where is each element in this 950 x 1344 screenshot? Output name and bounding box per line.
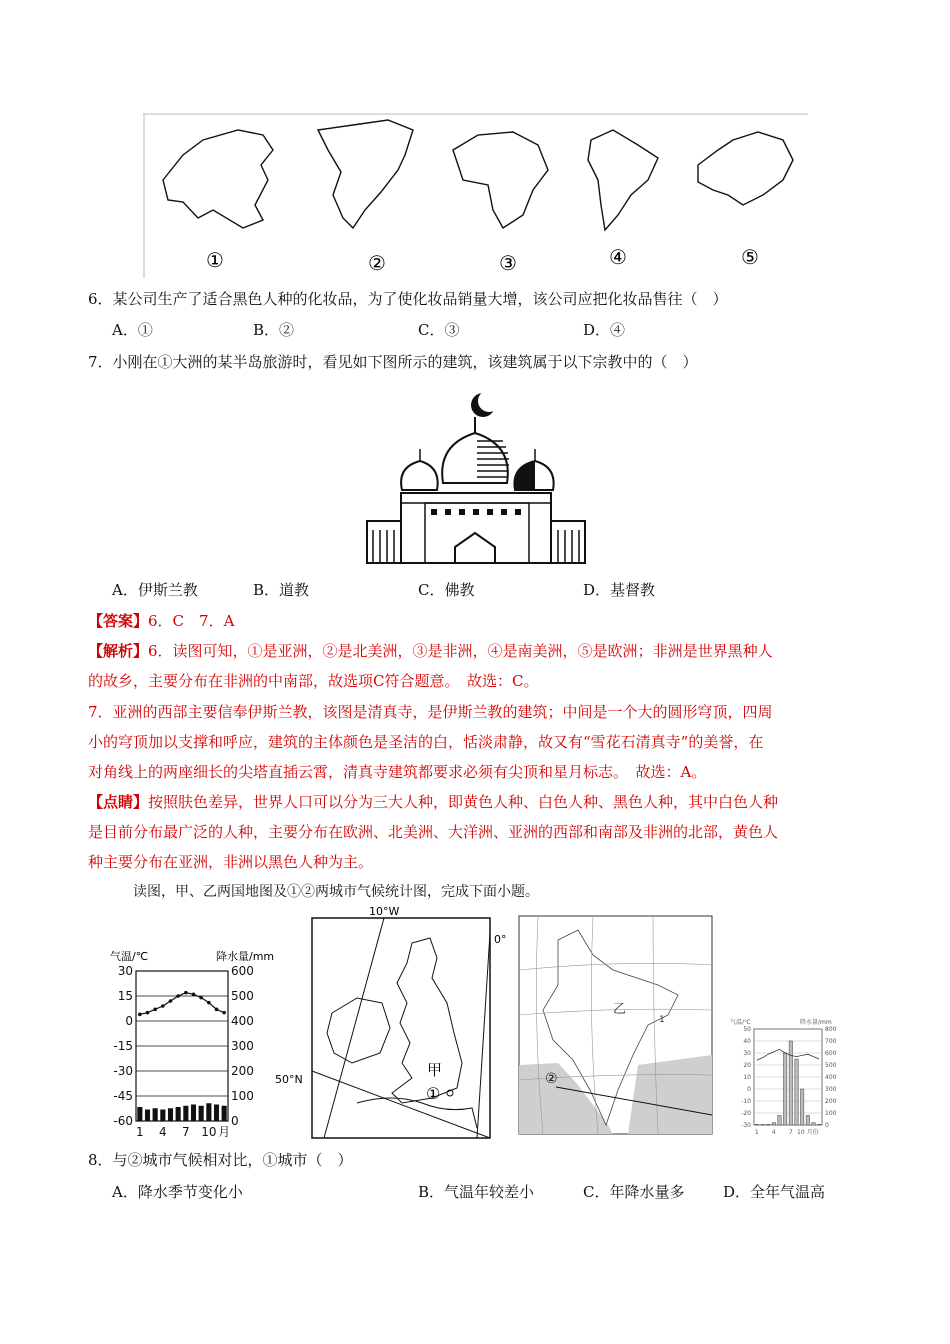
right-tick-label: 100: [825, 1110, 837, 1117]
precipitation-bar: [755, 1124, 758, 1125]
precipitation-bar: [761, 1124, 764, 1125]
comment-line-3: 种主要分布在亚洲，非洲以黑色人种为主。: [88, 853, 374, 871]
x-tick-label: 1: [754, 1129, 759, 1136]
mosque-illustration: [365, 385, 587, 563]
q8-stem: 8．与②城市气候相对比，①城市（ ）: [88, 1151, 353, 1169]
x-tick-label: 月: [218, 1125, 231, 1139]
x-tick-label: 10 月份: [797, 1129, 819, 1136]
x-tick-label: 7: [788, 1129, 793, 1136]
precipitation-bar: [214, 1105, 219, 1121]
precipitation-bar: [817, 1124, 820, 1125]
country-yi-label: 乙: [613, 1002, 627, 1017]
precipitation-bar: [153, 1109, 158, 1122]
analysis-line-3: 7．亚洲的西部主要信奉伊斯兰教，该图是清真寺，是伊斯兰教的建筑；中间是一个大的圆形穹顶，四周: [88, 703, 773, 721]
climate-chart-2: [728, 1015, 848, 1140]
temperature-point: [169, 999, 173, 1003]
intro-text: 读图，甲、乙两国地图及①②两城市气候统计图，完成下面小题。: [133, 884, 539, 900]
temperature-point: [146, 1011, 150, 1015]
q6-option-a[interactable]: A．①: [112, 321, 153, 339]
q7-stem: 7．小刚在①大洲的某半岛旅游时，看见如下图所示的建筑，该建筑属于以下宗教中的（ ）: [88, 353, 698, 371]
left-tick-label: 10: [743, 1074, 751, 1081]
x-tick-label: 4: [159, 1125, 167, 1139]
x-tick-label: 10: [201, 1125, 217, 1139]
continents-figure: [143, 110, 808, 278]
precipitation-bar: [138, 1107, 143, 1121]
right-tick-label: 400: [825, 1074, 837, 1081]
q6-option-c[interactable]: C．③: [418, 321, 460, 339]
right-tick-label: 600: [825, 1050, 837, 1057]
precipitation-bar: [795, 1059, 798, 1125]
left-tick-label: 40: [743, 1038, 751, 1045]
right-tick-label: 300: [825, 1086, 837, 1093]
precipitation-bar: [191, 1105, 196, 1121]
comment-text-1: 按照肤色差异，世界人口可以分为三大人种，即黄色人种、白色人种、黑色人种，其中白色人种: [148, 793, 779, 811]
precipitation-bar: [161, 1110, 166, 1121]
temperature-point: [215, 1008, 219, 1012]
north-america-outline: [318, 120, 413, 228]
left-tick-label: 30: [743, 1050, 751, 1057]
right-tick-label: 500: [231, 989, 254, 1003]
comment-tag: 【点睛】: [88, 793, 149, 811]
precipitation-bar: [766, 1124, 769, 1125]
q8-option-d[interactable]: D．全年气温高: [723, 1183, 826, 1201]
analysis-line-1: [88, 641, 773, 661]
label-2: ②: [368, 251, 386, 275]
q8-option-c[interactable]: C．年降水量多: [583, 1183, 685, 1201]
q7-option-d[interactable]: D．基督教: [583, 581, 656, 599]
precipitation-bar: [145, 1110, 150, 1121]
left-tick-label: -10: [741, 1098, 751, 1105]
left-tick-label: -60: [113, 1114, 133, 1128]
left-tick-label: 20: [743, 1062, 751, 1069]
right-tick-label: 100: [231, 1089, 254, 1103]
right-tick-label: 800: [825, 1026, 837, 1033]
asia-outline: [163, 130, 273, 228]
precipitation-bar: [207, 1104, 212, 1122]
right-tick-label: 200: [231, 1064, 254, 1078]
marker-1-label: 1: [659, 1015, 665, 1025]
right-tick-label: 500: [825, 1062, 837, 1069]
left-tick-label: 50: [743, 1026, 751, 1033]
uk-map: [272, 903, 507, 1143]
ireland-outline: [327, 998, 390, 1063]
q6-option-b[interactable]: B．②: [253, 321, 295, 339]
city-1-label: ①: [426, 1084, 441, 1103]
right-tick-label: 300: [231, 1039, 254, 1053]
q8-option-b[interactable]: B．气温年较差小: [418, 1183, 535, 1201]
precipitation-bar: [184, 1106, 189, 1121]
chart1-left-title: 气温/℃: [110, 950, 149, 963]
left-tick-label: 0: [125, 1014, 133, 1028]
city-2-label: ②: [545, 1071, 558, 1087]
precipitation-bar: [772, 1123, 775, 1125]
precipitation-bar: [789, 1041, 792, 1125]
label-4: ④: [609, 245, 627, 269]
left-tick-label: -30: [741, 1122, 751, 1129]
temperature-point: [222, 1011, 226, 1015]
right-tick-label: 600: [231, 964, 254, 978]
temperature-point: [138, 1013, 142, 1017]
chart2-temperature-line: [757, 1049, 819, 1060]
q6-stem: 6．某公司生产了适合黑色人种的化妆品，为了使化妆品销量大增，该公司应把化妆品售往（ ）: [88, 290, 728, 308]
left-tick-label: -15: [113, 1039, 133, 1053]
left-tick-label: 30: [117, 964, 133, 978]
chart2-left-title: 气温/℃: [730, 1019, 751, 1026]
q7-option-b[interactable]: B．道教: [253, 581, 310, 599]
temperature-point: [161, 1004, 165, 1008]
left-tick-label: 0: [747, 1086, 751, 1093]
precipitation-bar: [778, 1115, 781, 1125]
right-tick-label: 400: [231, 1014, 254, 1028]
lat-50n-label: 50°N: [275, 1073, 303, 1086]
q8-option-a[interactable]: A．降水季节变化小: [112, 1183, 243, 1201]
country-jia-label: 甲: [427, 1061, 443, 1079]
x-tick-label: 7: [182, 1125, 190, 1139]
q7-option-a[interactable]: A．伊斯兰教: [112, 581, 198, 599]
comment-line-2: 是目前分布最广泛的人种，主要分布在欧洲、北美洲、大洋洲、亚洲的西部和南部及非洲的北部，黄色人: [88, 823, 779, 841]
temperature-point: [207, 1001, 211, 1005]
x-tick-label: 4: [771, 1129, 776, 1136]
right-tick-label: 0: [231, 1114, 239, 1128]
precipitation-bar: [800, 1089, 803, 1125]
temperature-point: [184, 991, 188, 995]
answer-line: [88, 611, 234, 631]
left-tick-label: -30: [113, 1064, 133, 1078]
india-map: [518, 915, 713, 1135]
right-tick-label: 200: [825, 1098, 837, 1105]
label-1: ①: [206, 248, 224, 272]
temperature-point: [199, 996, 203, 1000]
left-tick-label: -45: [113, 1089, 133, 1103]
africa-outline: [453, 132, 548, 228]
chart1-right-title: 降水量/mm: [216, 950, 275, 963]
right-tick-label: 0: [825, 1122, 829, 1129]
answer-text: 6．C 7．A: [148, 612, 235, 630]
analysis-line-5: 对角线上的两座细长的尖塔直插云霄，清真寺建筑都要求必须有尖顶和星月标志。 故选：A。: [88, 763, 707, 781]
right-tick-label: 700: [825, 1038, 837, 1045]
analysis-line-2: 的故乡，主要分布在非洲的中南部，故选项C符合题意。 故选：C。: [88, 672, 539, 690]
temperature-point: [192, 993, 196, 997]
q6-option-d[interactable]: D．④: [583, 321, 626, 339]
south-america-outline: [588, 130, 658, 230]
lon-0-label: 0°: [494, 933, 507, 946]
temperature-point: [176, 994, 180, 998]
precipitation-bar: [812, 1123, 815, 1125]
left-tick-label: 15: [117, 989, 133, 1003]
lon-10w-label: 10°W: [369, 905, 400, 918]
temperature-point: [153, 1008, 157, 1012]
precipitation-bar: [783, 1053, 786, 1125]
label-5: ⑤: [741, 245, 759, 269]
precipitation-bar: [199, 1106, 204, 1121]
x-tick-label: 1: [136, 1125, 144, 1139]
analysis-tag: 【解析】: [88, 642, 149, 660]
left-tick-label: -20: [741, 1110, 751, 1117]
label-3: ③: [499, 251, 517, 275]
precipitation-bar: [168, 1109, 173, 1122]
q7-option-c[interactable]: C．佛教: [418, 581, 475, 599]
precipitation-bar: [222, 1106, 227, 1121]
climate-chart-1: [108, 945, 288, 1140]
europe-outline: [698, 132, 793, 205]
answer-tag: 【答案】: [88, 612, 149, 630]
precipitation-bar: [806, 1115, 809, 1125]
precipitation-bar: [176, 1107, 181, 1121]
chart2-right-title: 降水量/mm: [800, 1019, 832, 1026]
comment-line-1: [88, 792, 778, 812]
analysis-text-1: 6．读图可知，①是亚洲，②是北美洲，③是非洲，④是南美洲，⑤是欧洲；非洲是世界黑种人: [148, 642, 773, 660]
analysis-line-4: 小的穹顶加以支撑和呼应，建筑的主体颜色是圣洁的白，恬淡肃静，故又有“雪花石清真寺”的美誉，在: [88, 733, 764, 751]
